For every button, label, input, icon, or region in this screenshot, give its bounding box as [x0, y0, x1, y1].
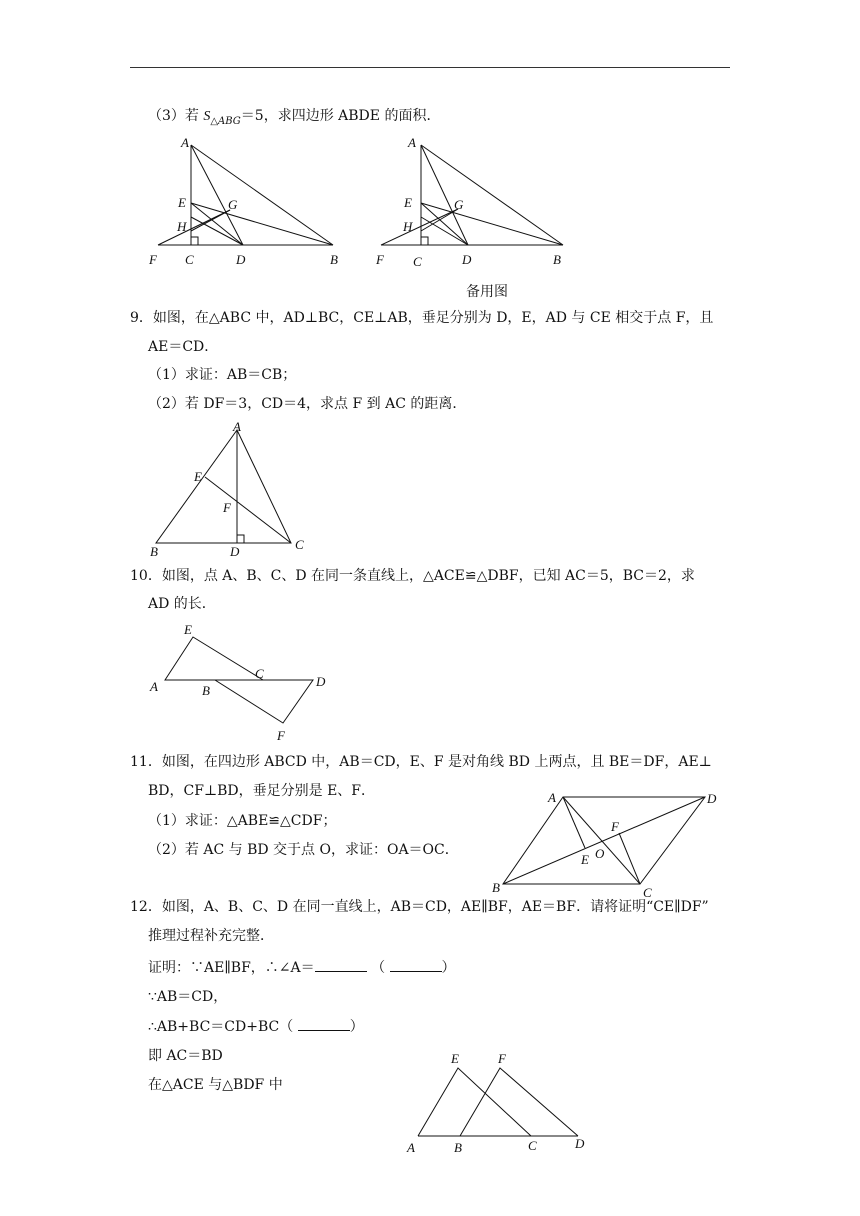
label-A: A: [408, 135, 416, 150]
label-E: E: [194, 469, 202, 484]
q12-proof-step5: 在△ACE 与△BDF 中: [148, 1077, 283, 1093]
label-H: H: [403, 219, 413, 234]
label-B: B: [202, 683, 210, 698]
label-E: E: [178, 195, 186, 210]
q8-part3: （3）若 $S_{\triangle ABG}=5$，求四边形 ABDE 的面积．: [148, 108, 441, 127]
label-A: A: [407, 1140, 415, 1155]
label-C: C: [295, 537, 304, 552]
label-F: F: [277, 728, 285, 743]
q9-line2: AE＝CD．: [148, 339, 219, 355]
q8-figure-spare: [370, 135, 590, 275]
label-B: B: [553, 252, 561, 267]
q12-proof-step3: ∴AB+BC＝CD+BC（ ）: [148, 1016, 364, 1037]
q12-line1: 12．如图，A、B、C、D 在同一直线上，AB＝CD，AE∥BF，AE＝BF．请将证明“CE∥DF”: [130, 899, 709, 915]
label-F: F: [149, 252, 157, 267]
q11-figure: [485, 785, 735, 900]
label-B: B: [492, 880, 500, 895]
label-G: G: [228, 197, 238, 212]
label-D: D: [316, 674, 326, 689]
q10-figure: [145, 620, 345, 745]
label-C: C: [643, 885, 652, 900]
q12-figure: [400, 1048, 600, 1163]
label-G: G: [454, 197, 464, 212]
label-A: A: [150, 679, 158, 694]
label-C: C: [413, 254, 422, 269]
label-C: C: [185, 252, 194, 267]
q12-proof-step4: 即 AC＝BD: [148, 1048, 223, 1064]
label-A: A: [181, 135, 189, 150]
label-B: B: [330, 252, 338, 267]
label-E: E: [451, 1051, 459, 1066]
label-A: A: [233, 419, 241, 434]
q9-figure: [145, 420, 315, 560]
q10-line2: AD 的长．: [148, 596, 216, 612]
label-H: H: [177, 219, 187, 234]
label-D: D: [462, 252, 472, 267]
answer-blank-reason2[interactable]: [298, 1016, 350, 1031]
label-F: F: [498, 1051, 506, 1066]
q8-figure-main: [140, 135, 360, 275]
label-B: B: [454, 1140, 462, 1155]
header-rule: [130, 67, 730, 68]
q9-part1: （1）求证：AB＝CB；: [148, 367, 297, 383]
label-E: E: [184, 622, 192, 637]
q11-line2: BD，CF⊥BD，垂足分别是 E、F．: [148, 783, 376, 799]
label-D: D: [236, 252, 246, 267]
label-B: B: [150, 544, 158, 559]
q9-line1: 9．如图，在△ABC 中，AD⊥BC，CE⊥AB，垂足分别为 D，E，AD 与 CE 相交于点 F，且: [130, 310, 714, 326]
answer-blank-angle[interactable]: [315, 957, 367, 972]
label-F: F: [611, 819, 619, 834]
label-O: O: [595, 846, 605, 861]
q12-proof-step1: 证明：∵AE∥BF，∴∠A＝ （ ）: [148, 957, 456, 978]
label-C: C: [528, 1138, 537, 1153]
label-A: A: [548, 790, 556, 805]
label-E: E: [404, 195, 412, 210]
label-D: D: [230, 544, 240, 559]
label-D: D: [707, 791, 717, 806]
label-F: F: [376, 252, 384, 267]
q9-part2: （2）若 DF＝3，CD＝4，求点 F 到 AC 的距离．: [148, 396, 467, 412]
q11-line1: 11．如图，在四边形 ABCD 中，AB＝CD，E、F 是对角线 BD 上两点，且 BE＝DF，AE⊥: [130, 754, 712, 770]
q10-line1: 10．如图，点 A、B、C、D 在同一条直线上，△ACE≌△DBF，已知 AC＝5，BC＝2，求: [130, 568, 695, 584]
spare-figure-caption: 备用图: [466, 284, 508, 300]
label-C: C: [255, 666, 264, 681]
label-D: D: [575, 1136, 585, 1151]
q11-part2: （2）若 AC 与 BD 交于点 O，求证：OA＝OC．: [148, 842, 459, 858]
answer-blank-reason1[interactable]: [390, 957, 442, 972]
label-E: E: [581, 852, 589, 867]
label-F: F: [223, 500, 231, 515]
q12-line2: 推理过程补充完整．: [148, 928, 274, 944]
q11-part1: （1）求证：△ABE≌△CDF；: [148, 813, 337, 829]
q12-proof-step2: ∵AB＝CD，: [148, 989, 228, 1005]
